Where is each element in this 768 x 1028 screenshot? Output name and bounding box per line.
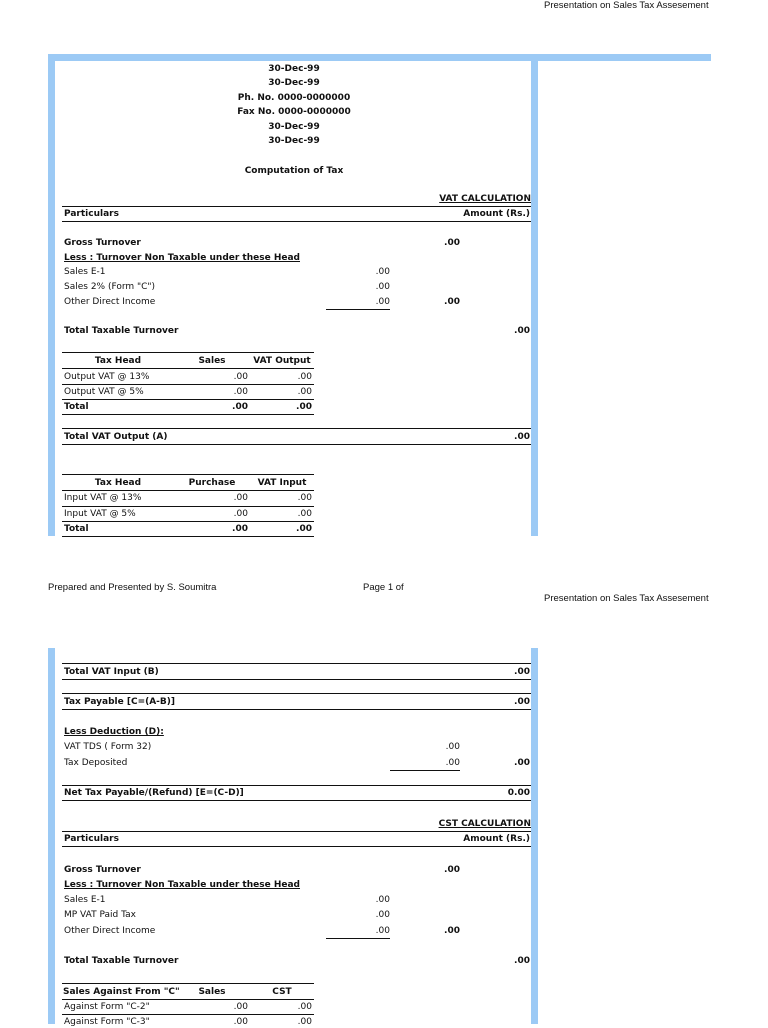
table-cell: .00 <box>297 1017 312 1027</box>
table-cell: .00 <box>233 372 248 382</box>
gross-turnover-label: Gross Turnover <box>64 865 141 875</box>
header-line: Fax No. 0000-0000000 <box>237 107 351 117</box>
rule <box>62 709 531 710</box>
table-row: Output VAT @ 5% <box>64 387 144 397</box>
list-item-value: .00 <box>375 895 390 905</box>
table-cell: .00 <box>233 1017 248 1027</box>
rule <box>62 490 314 491</box>
rule <box>62 428 531 429</box>
rule <box>62 521 314 522</box>
table-row: Input VAT @ 13% <box>64 493 142 503</box>
gross-turnover-label: Gross Turnover <box>64 238 141 248</box>
rule <box>62 999 314 1000</box>
column-header: VAT Input <box>257 478 307 488</box>
table-row: Input VAT @ 5% <box>64 509 136 519</box>
list-item-value: .00 <box>375 282 390 292</box>
particulars-label: Particulars <box>64 834 119 844</box>
rule <box>326 309 390 310</box>
total-vat-output-value: .00 <box>514 432 530 442</box>
table-cell: .00 <box>296 402 312 412</box>
total-taxable-turnover-value: .00 <box>514 326 530 336</box>
list-item: MP VAT Paid Tax <box>64 910 136 920</box>
rule <box>62 693 531 694</box>
less-non-taxable-label: Less : Turnover Non Taxable under these Head <box>64 253 300 263</box>
list-item-value: .00 <box>375 926 390 936</box>
computation-title: Computation of Tax <box>244 166 344 176</box>
list-item: Other Direct Income <box>64 297 156 307</box>
rule <box>62 1014 314 1015</box>
page-header-2: Presentation on Sales Tax Assesement <box>544 593 709 604</box>
table-row: Output VAT @ 13% <box>64 372 150 382</box>
total-vat-output-label: Total VAT Output (A) <box>64 432 168 442</box>
list-item: VAT TDS ( Form 32) <box>64 742 152 752</box>
particulars-label: Particulars <box>64 209 119 219</box>
less-non-taxable-label: Less : Turnover Non Taxable under these Head <box>64 880 300 890</box>
cst-calculation-title: CST CALCULATION <box>438 819 531 829</box>
frame-left-bar-2 <box>48 648 55 1024</box>
column-header: VAT Output <box>253 356 311 366</box>
list-item: Sales 2% (Form "C") <box>64 282 156 292</box>
header-line: 30-Dec-99 <box>268 122 320 132</box>
list-item: Sales E-1 <box>64 267 106 277</box>
column-header: Purchase <box>188 478 236 488</box>
rule <box>62 663 531 664</box>
table-cell: .00 <box>232 402 248 412</box>
list-item-value: .00 <box>445 758 460 768</box>
header-line: Ph. No. 0000-0000000 <box>237 93 351 103</box>
table-total: Total <box>64 524 89 534</box>
tax-payable-value: .00 <box>514 697 530 707</box>
table-row: Against Form "C-2" <box>64 1002 150 1012</box>
total-taxable-turnover-label: Total Taxable Turnover <box>64 956 179 966</box>
table-cell: .00 <box>233 493 248 503</box>
column-header: Sales <box>198 356 226 366</box>
net-tax-label: Net Tax Payable/(Refund) [E=(C-D)] <box>64 788 244 798</box>
table-cell: .00 <box>233 387 248 397</box>
non-taxable-total: .00 <box>444 926 460 936</box>
frame-top-bar <box>48 54 711 61</box>
rule <box>62 221 531 222</box>
rule <box>62 444 531 445</box>
total-taxable-turnover-value: .00 <box>514 956 530 966</box>
amount-label: Amount (Rs.) <box>463 209 530 219</box>
gross-turnover-value: .00 <box>444 238 460 248</box>
gross-turnover-value: .00 <box>444 865 460 875</box>
frame-left-bar <box>48 54 55 536</box>
rule <box>62 983 314 984</box>
footer-page-number: Page 1 of <box>363 582 404 593</box>
footer-prepared-by: Prepared and Presented by S. Soumitra <box>48 582 217 593</box>
less-deduction-label: Less Deduction (D): <box>64 727 164 737</box>
table-cell: .00 <box>233 1002 248 1012</box>
rule <box>62 831 531 832</box>
rule <box>390 770 460 771</box>
table-cell: .00 <box>296 524 312 534</box>
table-cell: .00 <box>232 524 248 534</box>
rule <box>62 399 314 400</box>
table-cell: .00 <box>297 1002 312 1012</box>
column-header: CST <box>272 987 292 997</box>
list-item-value: .00 <box>375 297 390 307</box>
list-item: Other Direct Income <box>64 926 156 936</box>
rule <box>62 679 531 680</box>
rule <box>62 384 314 385</box>
list-item-value: .00 <box>445 742 460 752</box>
tax-payable-label: Tax Payable [C=(A-B)] <box>64 697 176 707</box>
header-line: 30-Dec-99 <box>268 78 320 88</box>
rule <box>62 414 314 415</box>
total-vat-input-label: Total VAT Input (B) <box>64 667 159 677</box>
total-vat-input-value: .00 <box>514 667 530 677</box>
rule <box>62 536 314 537</box>
net-tax-value: 0.00 <box>507 788 530 798</box>
table-cell: .00 <box>297 372 312 382</box>
column-header: Tax Head <box>94 356 142 366</box>
vat-calculation-title: VAT CALCULATION <box>439 194 531 204</box>
amount-label: Amount (Rs.) <box>463 834 530 844</box>
list-item: Sales E-1 <box>64 895 106 905</box>
deduction-total: .00 <box>514 758 530 768</box>
table-cell: .00 <box>233 509 248 519</box>
rule <box>62 352 314 353</box>
table-cell: .00 <box>297 509 312 519</box>
table-total: Total <box>64 402 89 412</box>
rule <box>62 368 314 369</box>
rule <box>326 938 390 939</box>
total-taxable-turnover-label: Total Taxable Turnover <box>64 326 179 336</box>
page-header-1: Presentation on Sales Tax Assesement <box>544 0 709 11</box>
rule <box>62 846 531 847</box>
list-item-value: .00 <box>375 267 390 277</box>
rule <box>62 206 531 207</box>
table-cell: .00 <box>297 387 312 397</box>
table-row: Against Form "C-3" <box>64 1017 150 1027</box>
non-taxable-total: .00 <box>444 297 460 307</box>
rule <box>62 506 314 507</box>
rule <box>62 800 531 801</box>
rule <box>62 785 531 786</box>
list-item-value: .00 <box>375 910 390 920</box>
table-cell: .00 <box>297 493 312 503</box>
list-item: Tax Deposited <box>64 758 128 768</box>
header-line: 30-Dec-99 <box>268 64 320 74</box>
rule <box>62 474 314 475</box>
frame-right-bar <box>531 54 538 536</box>
header-line: 30-Dec-99 <box>268 136 320 146</box>
frame-right-bar-2 <box>531 648 538 1024</box>
column-header: Sales Against From "C" <box>63 987 180 997</box>
column-header: Sales <box>198 987 226 997</box>
column-header: Tax Head <box>94 478 142 488</box>
